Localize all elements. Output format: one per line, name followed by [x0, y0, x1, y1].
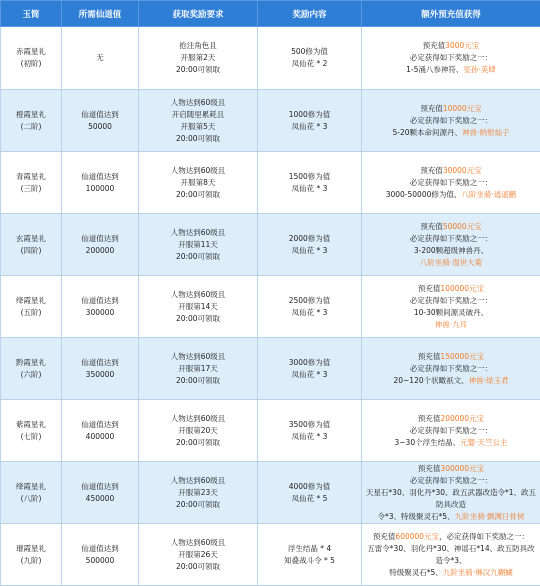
cell-name-line: 紫霞星礼 — [3, 419, 59, 431]
extra-highlight: 九阶坐骑·飘渊日骨树 — [455, 512, 525, 521]
extra-highlight: 3000元宝 — [445, 41, 479, 50]
extra-highlight: 神兽·九耳 — [435, 320, 467, 329]
cell-reward-line: 凤仙花 * 3 — [260, 369, 359, 381]
cell-reward-line: 凤仙花 * 3 — [260, 307, 359, 319]
table-row — [1, 400, 540, 462]
cell-reward — [258, 400, 362, 462]
extra-text: 必定获得如下奖励之一： — [410, 364, 493, 373]
extra-line — [364, 351, 538, 363]
cell-required-value-line: 300000 — [64, 307, 136, 319]
extra-line — [364, 475, 538, 487]
cell-reward — [258, 27, 362, 90]
cell-requirement-line: 人物达到60级且 — [141, 537, 255, 549]
cell-extra — [362, 27, 540, 90]
cell-name-line: 青霞星礼 — [3, 171, 59, 183]
cell-required-value-line: 200000 — [64, 245, 136, 257]
cell-requirement-line: 20:00可领取 — [141, 251, 255, 263]
cell-requirement-line: 20:00可领取 — [141, 437, 255, 449]
extra-line — [364, 165, 538, 177]
extra-line — [364, 307, 538, 319]
table-row — [1, 90, 540, 152]
cell-requirement — [139, 214, 258, 276]
cell-required-value — [62, 462, 139, 524]
cell-name-line: 黔霞星礼 — [3, 357, 59, 369]
cell-reward — [258, 524, 362, 586]
extra-text: 必定获得如下奖励之一： — [410, 53, 493, 62]
cell-name — [1, 90, 62, 152]
cell-required-value — [62, 214, 139, 276]
cell-reward-line: 凤仙花 * 3 — [260, 245, 359, 257]
extra-highlight: 50000元宝 — [443, 222, 482, 231]
cell-required-value — [62, 524, 139, 586]
extra-line — [364, 567, 538, 579]
cell-required-value-line: 仙道值达到 — [64, 295, 136, 307]
cell-reward-line: 凤仙花 * 5 — [260, 493, 359, 505]
table-row — [1, 462, 540, 524]
extra-highlight: 室孙·美肆 — [463, 65, 495, 74]
extra-text: 预充值 — [418, 352, 441, 361]
cell-required-value-line: 仙道值达到 — [64, 543, 136, 555]
cell-reward — [258, 276, 362, 338]
cell-requirement — [139, 462, 258, 524]
extra-line — [364, 511, 538, 523]
cell-reward-line: 凤仙花 * 3 — [260, 183, 359, 195]
cell-reward-line: 500修为值 — [260, 46, 359, 58]
cell-extra — [362, 152, 540, 214]
extra-line — [364, 177, 538, 189]
extra-text: 天星石*30、羽化丹*30、政五武器改造令*1、政五防具改造 — [366, 488, 536, 509]
table-row — [1, 276, 540, 338]
extra-line — [364, 233, 538, 245]
cell-requirement-line: 开服第17天 — [141, 363, 255, 375]
table-body — [1, 27, 540, 586]
cell-requirement-line: 20:00可领取 — [141, 189, 255, 201]
cell-requirement-line: 20:00可领取 — [141, 561, 255, 573]
cell-requirement-line: 开服第23天 — [141, 487, 255, 499]
cell-required-value — [62, 27, 139, 90]
extra-highlight: 神兽·纳射灿子 — [462, 128, 509, 137]
cell-name — [1, 400, 62, 462]
extra-highlight: 200000元宝 — [440, 414, 484, 423]
extra-highlight: 100000元宝 — [440, 284, 484, 293]
cell-name-line: 赤霞星礼 — [3, 46, 59, 58]
table-row — [1, 338, 540, 400]
extra-text: 预充值 — [418, 284, 441, 293]
table-row — [1, 27, 540, 90]
cell-requirement-line: 人物达到60级且 — [141, 413, 255, 425]
cell-required-value-line: 500000 — [64, 555, 136, 567]
cell-required-value — [62, 276, 139, 338]
cell-required-value-line: 仙道值达到 — [64, 233, 136, 245]
extra-line — [364, 363, 538, 375]
cell-name-line: 绛霞星礼 — [3, 295, 59, 307]
cell-reward-line: 凤仙花 * 3 — [260, 431, 359, 443]
extra-text: 预充值 — [373, 532, 396, 541]
cell-extra — [362, 524, 540, 586]
extra-text: ，必定获得如下奖励之一： — [439, 532, 529, 541]
cell-name — [1, 27, 62, 90]
cell-name-line: (初阶) — [3, 58, 59, 70]
extra-text: 必定获得如下奖励之一： — [410, 116, 493, 125]
cell-requirement-line: 人物达到60级且 — [141, 97, 255, 109]
header-extra: 额外预充值获得 — [362, 1, 540, 27]
cell-required-value-line: 400000 — [64, 431, 136, 443]
header-requirement: 获取奖励要求 — [139, 1, 258, 27]
cell-requirement — [139, 524, 258, 586]
cell-reward — [258, 90, 362, 152]
cell-required-value-line: 仙道值达到 — [64, 357, 136, 369]
cell-requirement-line: 开启随里累耗且 — [141, 109, 255, 121]
cell-requirement — [139, 338, 258, 400]
extra-line — [364, 127, 538, 139]
extra-line — [364, 257, 538, 269]
extra-line — [364, 283, 538, 295]
extra-text: 3000-50000修为值、 — [386, 190, 462, 199]
extra-line — [364, 543, 538, 567]
extra-line — [364, 40, 538, 52]
cell-name-line: (六阶) — [3, 369, 59, 381]
cell-name — [1, 152, 62, 214]
extra-line — [364, 295, 538, 307]
table-row — [1, 214, 540, 276]
table-row — [1, 152, 540, 214]
cell-requirement-line: 20:00可领取 — [141, 64, 255, 76]
cell-name-line: 璀霞星礼 — [3, 543, 59, 555]
cell-reward-line: 凤仙花 * 2 — [260, 58, 359, 70]
extra-line — [364, 531, 538, 543]
cell-name — [1, 524, 62, 586]
cell-name-line: (三阶) — [3, 183, 59, 195]
extra-highlight: 150000元宝 — [440, 352, 484, 361]
cell-requirement-line: 抢注角色且 — [141, 40, 255, 52]
cell-name-line: (七阶) — [3, 431, 59, 443]
extra-highlight: 八阶坐骑·湿世大菊 — [420, 258, 482, 267]
cell-name — [1, 276, 62, 338]
cell-required-value — [62, 90, 139, 152]
cell-requirement-line: 20:00可领取 — [141, 499, 255, 511]
cell-requirement-line: 开服第2天 — [141, 52, 255, 64]
cell-requirement-line: 人物达到60级且 — [141, 289, 255, 301]
cell-required-value-line: 450000 — [64, 493, 136, 505]
extra-text: 3~30个浮生结晶、 — [395, 438, 461, 447]
cell-reward-line: 1000修为值 — [260, 109, 359, 121]
extra-line — [364, 115, 538, 127]
cell-requirement — [139, 400, 258, 462]
extra-text: 预充值 — [418, 414, 441, 423]
header-reward: 奖励内容 — [258, 1, 362, 27]
extra-highlight: 神兽·绿玉君 — [469, 376, 509, 385]
cell-name — [1, 214, 62, 276]
cell-requirement-line: 20:00可领取 — [141, 375, 255, 387]
cell-requirement — [139, 27, 258, 90]
extra-text: 令*3、特级聚灵石*5、 — [378, 512, 455, 521]
cell-name — [1, 462, 62, 524]
cell-requirement — [139, 276, 258, 338]
header-required-value: 所需仙道值 — [62, 1, 139, 27]
cell-required-value-line: 无 — [64, 52, 136, 64]
cell-requirement-line: 开服第5天 — [141, 121, 255, 133]
cell-required-value-line: 仙道值达到 — [64, 481, 136, 493]
extra-text: 预充值 — [420, 104, 443, 113]
cell-required-value-line: 仙道值达到 — [64, 171, 136, 183]
extra-line — [364, 221, 538, 233]
cell-reward-line: 3000修为值 — [260, 357, 359, 369]
cell-requirement-line: 人物达到60级且 — [141, 475, 255, 487]
extra-line — [364, 189, 538, 201]
extra-text: 3-200颗超级神兽丹、 — [414, 246, 488, 255]
cell-name — [1, 338, 62, 400]
extra-text: 必定获得如下奖励之一： — [410, 476, 493, 485]
table-header-row — [1, 1, 540, 27]
extra-text: 必定获得如下奖励之一： — [410, 234, 493, 243]
cell-required-value — [62, 152, 139, 214]
cell-name-line: (五阶) — [3, 307, 59, 319]
extra-text: 10-30颗间源灵破丹、 — [414, 308, 488, 317]
cell-requirement-line: 开服第14天 — [141, 301, 255, 313]
extra-text: 1-5涌八参神符、 — [406, 65, 463, 74]
cell-name-line: (四阶) — [3, 245, 59, 257]
extra-text: 预充值 — [420, 222, 443, 231]
cell-requirement-line: 开服第8天 — [141, 177, 255, 189]
extra-text: 预充值 — [418, 464, 441, 473]
cell-requirement-line: 开服第20天 — [141, 425, 255, 437]
cell-requirement — [139, 152, 258, 214]
cell-requirement-line: 开服第26天 — [141, 549, 255, 561]
cell-requirement-line: 人物达到60级且 — [141, 351, 255, 363]
extra-highlight: 600000元宝 — [395, 532, 439, 541]
extra-text: 预充值 — [420, 166, 443, 175]
extra-text: 特级聚灵石*5、 — [389, 568, 443, 577]
extra-line — [364, 64, 538, 76]
extra-line — [364, 103, 538, 115]
cell-extra — [362, 400, 540, 462]
extra-line — [364, 425, 538, 437]
cell-name-line: 绛霞星礼 — [3, 481, 59, 493]
cell-required-value — [62, 338, 139, 400]
extra-highlight: 300000元宝 — [440, 464, 484, 473]
cell-requirement-line: 人物达到60级且 — [141, 227, 255, 239]
cell-requirement-line: 开服第11天 — [141, 239, 255, 251]
extra-line — [364, 375, 538, 387]
extra-text: 必定获得如下奖励之一： — [410, 426, 493, 435]
extra-text: 预充值 — [423, 41, 446, 50]
extra-line — [364, 245, 538, 257]
cell-reward-line: 浮生结晶 * 4 — [260, 543, 359, 555]
extra-line — [364, 52, 538, 64]
cell-name-line: (二阶) — [3, 121, 59, 133]
cell-reward — [258, 214, 362, 276]
cell-extra — [362, 214, 540, 276]
extra-text: 必定获得如下奖励之一： — [410, 178, 493, 187]
cell-required-value — [62, 400, 139, 462]
extra-text: 20~120个状瞰祇文、 — [393, 376, 468, 385]
header-jade-slip: 玉简 — [1, 1, 62, 27]
cell-requirement — [139, 90, 258, 152]
cell-extra — [362, 90, 540, 152]
cell-reward-line: 3500修为值 — [260, 419, 359, 431]
extra-line — [364, 487, 538, 511]
extra-line — [364, 463, 538, 475]
extra-highlight: 元婴·天竺公主 — [460, 438, 507, 447]
extra-line — [364, 319, 538, 331]
cell-required-value-line: 100000 — [64, 183, 136, 195]
cell-requirement-line: 20:00可领取 — [141, 133, 255, 145]
cell-requirement-line: 人物达到60级且 — [141, 165, 255, 177]
cell-name-line: 玄霞星礼 — [3, 233, 59, 245]
extra-text: 5-20颗本命间源丹、 — [393, 128, 463, 137]
cell-reward-line: 知叠战斗令 * 5 — [260, 555, 359, 567]
cell-reward-line: 2000修为值 — [260, 233, 359, 245]
extra-highlight: 九阶坐骑·琳汉九糊蝴 — [443, 568, 513, 577]
cell-reward — [258, 338, 362, 400]
cell-extra — [362, 462, 540, 524]
extra-line — [364, 413, 538, 425]
cell-extra — [362, 276, 540, 338]
extra-highlight: 10000元宝 — [443, 104, 482, 113]
cell-reward-line: 1500修为值 — [260, 171, 359, 183]
extra-text: 必定获得如下奖励之一： — [410, 296, 493, 305]
extra-highlight: 30000元宝 — [443, 166, 482, 175]
cell-reward-line: 2500修为值 — [260, 295, 359, 307]
cell-required-value-line: 350000 — [64, 369, 136, 381]
cell-reward — [258, 462, 362, 524]
extra-text: 五雷令*30、羽化丹*30、神谣石*14、政五防具改造令*3、 — [367, 544, 534, 565]
extra-line — [364, 437, 538, 449]
cell-reward-line: 凤仙花 * 3 — [260, 121, 359, 133]
cell-requirement-line: 20:00可领取 — [141, 313, 255, 325]
cell-required-value-line: 50000 — [64, 121, 136, 133]
cell-extra — [362, 338, 540, 400]
cell-name-line: (九阶) — [3, 555, 59, 567]
cell-reward — [258, 152, 362, 214]
cell-required-value-line: 仙道值达到 — [64, 109, 136, 121]
extra-highlight: 八阶坐骑·逍遥鹏 — [461, 190, 516, 199]
table-row — [1, 524, 540, 586]
cell-name-line: 橙霞星礼 — [3, 109, 59, 121]
cell-required-value-line: 仙道值达到 — [64, 419, 136, 431]
cell-name-line: (八阶) — [3, 493, 59, 505]
cell-reward-line: 4000修为值 — [260, 481, 359, 493]
